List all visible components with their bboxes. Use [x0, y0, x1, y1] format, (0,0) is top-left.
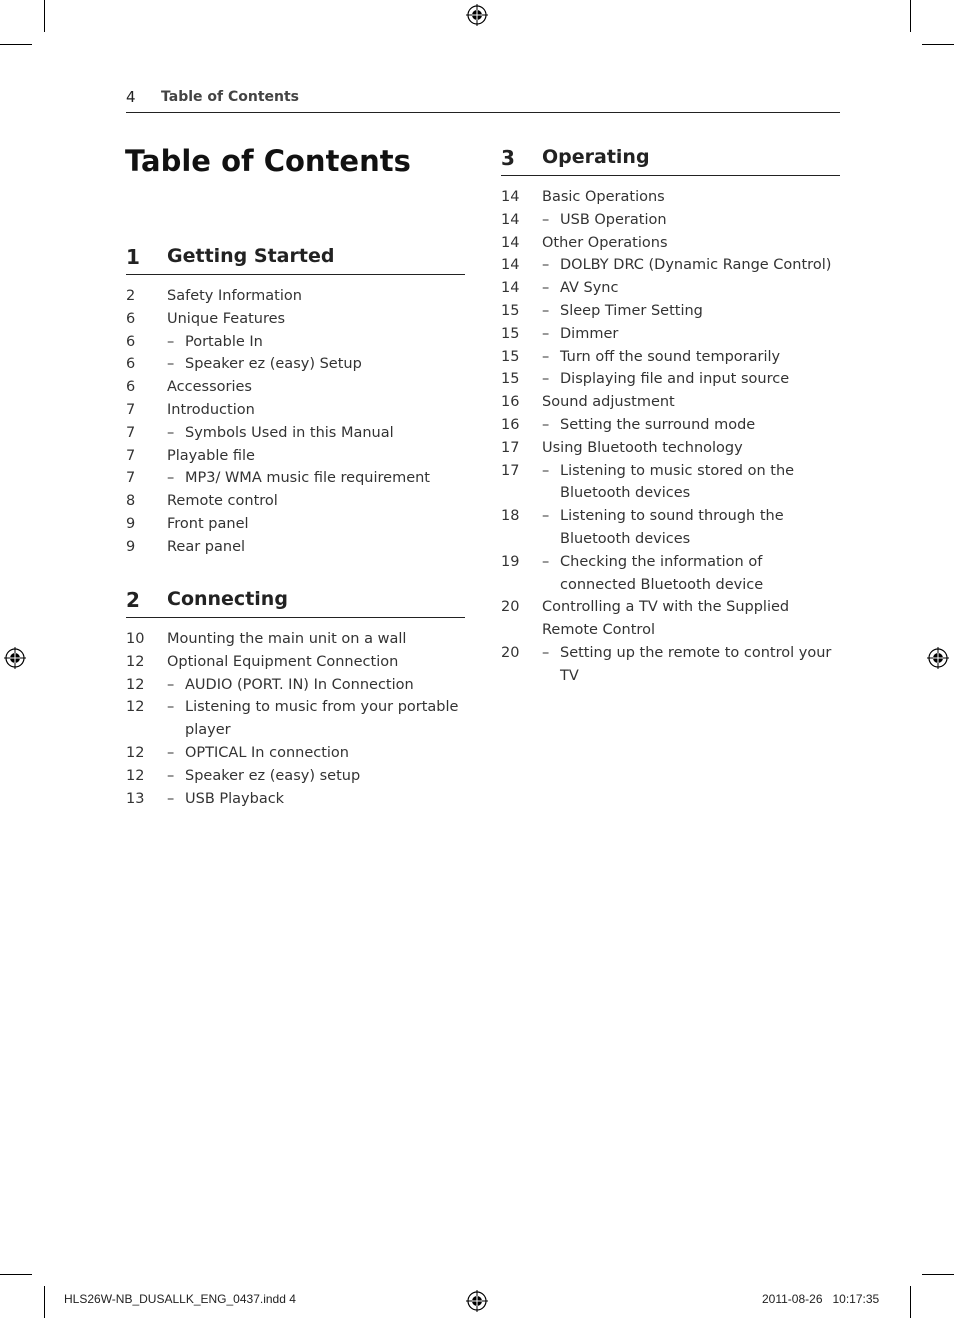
section-title: Connecting [167, 588, 288, 610]
print-footer-file: HLS26W-NB_DUSALLK_ENG_0437.indd 4 [64, 1292, 296, 1306]
toc-entry-page: 10 [126, 631, 145, 647]
toc-entry-page: 8 [126, 493, 136, 510]
toc-entry-label: DOLBY DRC (Dynamic Range Control) [560, 257, 832, 274]
toc-sub-marker: – [542, 257, 550, 274]
toc-entry-label: Introduction [167, 401, 255, 418]
toc-entry-list [501, 176, 840, 688]
toc-entry[interactable] [501, 346, 840, 369]
toc-entry-label: Safety Information [167, 288, 302, 304]
toc-entry-page: 15 [501, 325, 520, 342]
crop-mark [0, 1274, 32, 1275]
registration-mark-icon [466, 1290, 488, 1312]
toc-entry[interactable] [126, 696, 465, 742]
toc-entry[interactable] [501, 323, 840, 346]
toc-entry-page: 14 [501, 234, 520, 251]
section-heading [126, 244, 465, 275]
toc-entry-label: Speaker ez (easy) Setup [185, 356, 362, 373]
toc-entry-label: OPTICAL In connection [185, 744, 349, 761]
toc-entry-page: 7 [126, 401, 136, 418]
section-getting-started [126, 244, 465, 559]
toc-entry-label: Sound adjustment [542, 394, 675, 411]
toc-entry-label: Sleep Timer Setting [560, 302, 703, 319]
toc-entry-page: 2 [126, 288, 136, 304]
crop-mark [922, 1274, 954, 1275]
toc-entry-label: Remote control [167, 493, 278, 510]
toc-entry-label: Dimmer [560, 325, 619, 342]
toc-entry-page: 7 [126, 447, 136, 464]
toc-sub-marker: – [542, 553, 550, 570]
toc-entry-page: 12 [126, 744, 145, 761]
toc-entry-label: Unique Features [167, 310, 286, 327]
toc-entry-page: 6 [126, 356, 136, 373]
toc-entry-label: Symbols Used in this Manual [185, 424, 394, 441]
toc-entry-page: 6 [126, 310, 136, 327]
toc-sub-marker: – [542, 348, 550, 365]
toc-entry[interactable] [126, 308, 465, 331]
toc-sub-marker: – [542, 508, 550, 525]
toc-sub-marker: – [542, 302, 550, 319]
toc-entry-label: USB Playback [185, 790, 285, 807]
section-title: Operating [542, 146, 650, 168]
toc-entry-page: 12 [126, 676, 145, 693]
toc-entry-page: 12 [126, 653, 145, 670]
section-number: 3 [501, 146, 515, 170]
toc-entry[interactable] [501, 596, 840, 642]
toc-entry-page: 14 [501, 280, 520, 297]
toc-entry-page: 12 [126, 767, 145, 784]
toc-entry-page: 15 [501, 371, 520, 388]
toc-entry-label: AUDIO (PORT. IN) In Connection [185, 676, 414, 693]
toc-entry[interactable] [126, 285, 465, 308]
toc-entry-page: 20 [501, 644, 520, 661]
toc-entry-label: AV Sync [560, 280, 619, 297]
crop-mark [44, 0, 45, 32]
toc-sub-marker: – [542, 211, 550, 228]
toc-sub-marker: – [167, 356, 175, 373]
toc-entry[interactable] [501, 551, 840, 597]
section-heading [126, 587, 465, 618]
toc-entry[interactable] [126, 331, 465, 354]
toc-entry-label: Accessories [167, 379, 252, 396]
print-footer-timestamp: 2011-08-26 10:17:35 [762, 1292, 880, 1306]
toc-entry-label: Optional Equipment Connection [167, 653, 399, 670]
toc-entry[interactable] [126, 628, 465, 651]
toc-entry[interactable] [126, 422, 465, 445]
toc-entry-label: Speaker ez (easy) setup [185, 767, 361, 784]
toc-sub-marker: – [167, 676, 175, 693]
toc-entry-label: Rear panel [167, 538, 246, 555]
toc-entry-label: Using Bluetooth technology [542, 439, 743, 456]
section-number: 1 [126, 245, 140, 269]
toc-entry-label: Setting the surround mode [560, 416, 756, 433]
toc-entry-label: Front panel [167, 515, 249, 532]
toc-entry-page: 12 [126, 699, 145, 716]
toc-entry-page: 14 [501, 211, 520, 228]
page-title: Table of Contents [125, 144, 411, 178]
toc-entry[interactable] [501, 368, 840, 391]
toc-entry[interactable] [126, 536, 465, 559]
toc-entry[interactable] [501, 186, 840, 209]
toc-entry-page: 7 [126, 424, 136, 441]
toc-entry[interactable] [501, 254, 840, 277]
toc-sub-marker: – [167, 470, 175, 487]
registration-mark-icon [466, 4, 488, 26]
toc-entry-page: 14 [501, 257, 520, 274]
toc-entry-label: Listening to music stored on the Bluetooth devices [560, 462, 795, 502]
toc-sub-marker: – [167, 699, 175, 716]
toc-sub-marker: – [167, 424, 175, 441]
toc-entry-label: Mounting the main unit on a wall [167, 631, 407, 647]
toc-sub-marker: – [167, 333, 175, 350]
toc-sub-marker: – [167, 744, 175, 761]
toc-entry-label: Playable file [167, 447, 255, 464]
toc-entry-page: 7 [126, 470, 136, 487]
crop-mark [922, 44, 954, 45]
toc-entry[interactable] [126, 467, 465, 490]
toc-entry-label: Portable In [185, 333, 263, 350]
toc-entry-page: 18 [501, 508, 520, 525]
crop-mark [0, 44, 32, 45]
toc-entry[interactable] [501, 277, 840, 300]
crop-mark [44, 1286, 45, 1318]
toc-entry[interactable] [126, 513, 465, 536]
toc-entry-label: Turn off the sound temporarily [560, 348, 781, 365]
toc-sub-marker: – [167, 790, 175, 807]
toc-entry[interactable] [126, 765, 465, 788]
toc-sub-marker: – [542, 644, 550, 661]
toc-entry[interactable] [501, 414, 840, 437]
toc-sub-marker: – [542, 325, 550, 342]
crop-mark [910, 1286, 911, 1318]
crop-mark [910, 0, 911, 32]
toc-entry-page: 16 [501, 416, 520, 433]
toc-entry[interactable] [126, 376, 465, 399]
toc-entry-page: 9 [126, 538, 136, 555]
toc-entry-page: 6 [126, 333, 136, 350]
toc-entry[interactable] [501, 232, 840, 255]
toc-entry-page: 19 [501, 553, 520, 570]
toc-entry[interactable] [126, 399, 465, 422]
toc-sub-marker: – [542, 462, 550, 479]
toc-entry-page: 13 [126, 790, 145, 807]
toc-entry-label: MP3/ WMA music file requirement [185, 470, 430, 487]
toc-entry-list [126, 618, 465, 810]
section-title: Getting Started [167, 245, 335, 267]
toc-entry-page: 9 [126, 515, 136, 532]
toc-entry-label: Controlling a TV with the Supplied Remote Control [542, 599, 790, 639]
toc-entry[interactable] [501, 460, 840, 506]
header-page-number: 4 [126, 88, 136, 106]
toc-entry-label: Basic Operations [542, 189, 665, 205]
toc-sub-marker: – [167, 767, 175, 784]
section-operating [501, 145, 840, 688]
toc-entry-label: Listening to sound through the Bluetooth devices [560, 508, 784, 547]
registration-mark-icon [927, 647, 949, 669]
toc-entry-page: 16 [501, 394, 520, 411]
toc-entry[interactable] [126, 651, 465, 674]
toc-entry-page: 14 [501, 189, 520, 205]
running-header [126, 88, 840, 113]
toc-entry-label: Setting up the remote to control your TV [560, 644, 832, 684]
toc-entry[interactable] [126, 742, 465, 765]
toc-entry[interactable] [126, 353, 465, 376]
toc-entry-page: 20 [501, 599, 520, 616]
toc-entry-label: USB Operation [560, 211, 667, 228]
toc-entry-list [126, 275, 465, 559]
toc-entry[interactable] [501, 391, 840, 414]
toc-entry-label: Other Operations [542, 234, 668, 251]
toc-sub-marker: – [542, 416, 550, 433]
toc-entry[interactable] [126, 788, 465, 811]
registration-mark-icon [4, 647, 26, 669]
section-number: 2 [126, 588, 140, 612]
toc-entry[interactable] [501, 642, 840, 688]
toc-entry-page: 15 [501, 348, 520, 365]
toc-entry[interactable] [501, 505, 840, 551]
toc-entry[interactable] [501, 437, 840, 460]
toc-sub-marker: – [542, 371, 550, 388]
section-connecting [126, 587, 465, 810]
toc-entry[interactable] [126, 445, 465, 468]
toc-entry-label: Displaying file and input source [560, 371, 790, 388]
section-heading [501, 145, 840, 176]
toc-entry-page: 17 [501, 439, 520, 456]
toc-entry[interactable] [126, 490, 465, 513]
toc-entry-page: 6 [126, 379, 136, 396]
toc-entry[interactable] [126, 674, 465, 697]
toc-entry-label: Listening to music from your portable player [185, 699, 459, 739]
toc-entry[interactable] [501, 209, 840, 232]
toc-entry[interactable] [501, 300, 840, 323]
toc-entry-page: 15 [501, 302, 520, 319]
toc-sub-marker: – [542, 280, 550, 297]
toc-entry-label: Checking the information of connected Bluetooth device [560, 553, 764, 593]
toc-entry-page: 17 [501, 462, 520, 479]
header-title: Table of Contents [161, 89, 300, 105]
